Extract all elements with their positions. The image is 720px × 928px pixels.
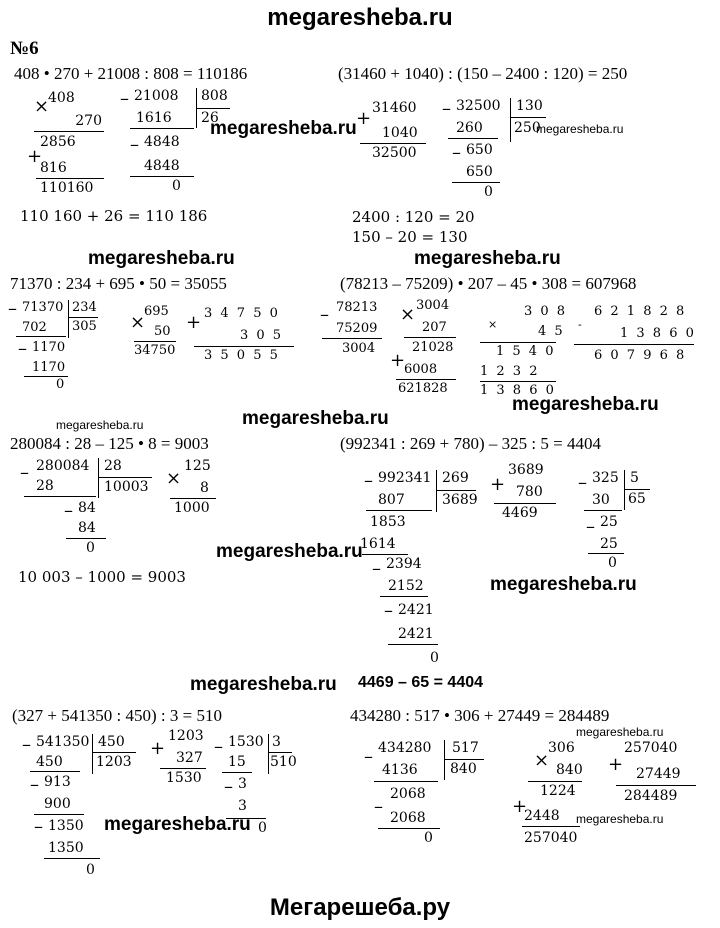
sum: 4469 [502,505,538,521]
factor-a: 3 0 8 [524,304,568,319]
step-1: 807 [378,492,405,508]
final-line: 4469 – 65 = 4404 [358,674,484,691]
divisor: 269 [442,470,469,486]
divisor: 517 [452,740,479,756]
equation: 280084 : 28 – 125 • 8 = 9003 [10,434,209,453]
product: 110160 [40,180,94,196]
multiply-sign: × [34,96,50,117]
addend-b: 27449 [636,766,681,782]
step-3: 84 [78,520,96,536]
difference: 3004 [342,341,376,356]
addend-b: 3 0 5 [240,328,284,343]
dividend: 541350 [36,734,90,750]
line-1: 2400 : 120 = 20 [352,208,475,226]
step-1: 15 [228,754,246,770]
partial-1: 1224 [540,783,576,799]
task-number: №6 [10,38,39,59]
addend-a: 3 4 7 5 0 [204,306,280,321]
remainder: 0 [56,377,65,392]
divisor: 450 [98,734,125,750]
sum: 284489 [624,788,678,804]
step-2: 3 [238,776,247,792]
step-1: 702 [22,320,47,335]
step-2: 2068 [390,786,426,802]
partial-2: 6008 [404,362,438,377]
remainder: 0 [430,650,439,666]
partial-1: 2856 [40,134,76,150]
difference: 6 0 7 9 6 8 [594,348,687,363]
divisor: 3 [272,734,281,750]
partial-2: 2448 [524,808,560,824]
step-1: 4136 [382,762,418,778]
watermark[interactable]: megaresheba.ru [512,394,659,415]
step-2: 84 [78,500,96,516]
divisor: 808 [201,88,228,104]
remainder: 0 [172,178,181,194]
step-3: 2068 [390,810,426,826]
plus-sign: + [27,146,43,167]
quotient: 510 [270,754,297,770]
watermark[interactable]: megaresheba.ru [536,122,624,136]
equation: (327 + 541350 : 450) : 3 = 510 [12,706,222,725]
dividend: 71370 [22,300,64,315]
factor-b: 207 [422,320,447,335]
factor-b: 840 [556,762,583,778]
product: 34750 [134,343,176,358]
remainder: 0 [86,540,95,556]
step-5: 2152 [388,578,424,594]
watermark[interactable]: megaresheba.ru [210,118,357,139]
partial-2: 816 [40,160,67,176]
step-4: 1350 [48,818,84,834]
step-1: 28 [36,478,54,494]
step-3: 650 [466,164,493,180]
divisor: 28 [104,458,122,474]
sum: 1530 [166,770,202,786]
watermark[interactable]: megaresheba.ru [576,812,664,826]
site-footer[interactable]: Мегарешеба.ру [269,894,451,921]
dividend: 280084 [36,458,90,474]
product: 1 3 8 6 0 [480,383,556,398]
product: 621828 [398,381,448,396]
factor-a: 408 [48,90,75,106]
quotient: 3689 [442,492,478,508]
minuend: 78213 [336,300,378,315]
remainder: 0 [86,862,95,878]
sum: 32500 [372,145,417,161]
remainder: 0 [424,830,433,846]
quotient: 1203 [96,754,132,770]
divisor: 130 [516,98,543,114]
quotient: 65 [628,491,646,507]
divisor: 234 [72,300,97,315]
quotient: 840 [450,761,477,777]
product: 1000 [174,500,210,516]
addend-a: 1203 [168,728,204,744]
product: 257040 [524,830,578,846]
watermark[interactable]: megaresheba.ru [414,248,561,269]
dividend: 1530 [228,734,264,750]
step-2: 25 [600,514,618,530]
quotient: 305 [72,319,97,334]
addend-b: 327 [176,750,203,766]
step-3: 25 [600,536,618,552]
partial-1: 21028 [412,340,454,355]
step-6: 2421 [398,602,434,618]
partial-1: 1 5 4 0 [496,344,556,359]
factor-b: 50 [154,324,171,339]
watermark[interactable]: megaresheba.ru [490,574,637,595]
addend-a: 3689 [508,462,544,478]
dividend: 21008 [134,88,179,104]
step-3: 1170 [32,360,66,375]
subtrahend: 75209 [336,321,378,336]
dividend: 992341 [378,470,432,486]
quotient: 26 [201,110,219,126]
quotient: 10003 [104,479,149,495]
watermark[interactable]: megaresheba.ru [104,814,251,835]
factor-b: 270 [75,113,102,129]
site-header[interactable]: megaresheba.ru [267,4,453,31]
step-1: 260 [456,120,483,136]
watermark[interactable]: megaresheba.ru [242,408,389,429]
step-1: 1616 [136,110,172,126]
final-line: 110 160 + 26 = 110 186 [20,207,208,225]
factor-b: 8 [200,480,209,496]
subtrahend: 1 3 8 6 0 [620,326,696,341]
watermark[interactable]: megaresheba.ru [576,725,664,739]
equation: (78213 – 75209) • 207 – 45 • 308 = 607968 [340,274,637,293]
step-2: 650 [466,142,493,158]
remainder: 0 [608,555,617,571]
final-line: 10 003 – 1000 = 9003 [18,568,186,586]
step-4: 2394 [386,556,422,572]
step-3: 1614 [360,536,396,552]
partial-2: 1 2 3 2 [480,364,540,379]
step-3: 900 [44,796,71,812]
minuend: 6 2 1 8 2 8 [594,304,687,319]
dividend: 325 [592,470,619,486]
equation: (31460 + 1040) : (150 – 2400 : 120) = 250 [338,64,628,83]
factor-b: 4 5 [538,324,565,339]
factor-a: 306 [548,740,575,756]
line-2: 150 – 20 = 130 [352,228,468,246]
addend-b: 780 [516,484,543,500]
step-5: 1350 [48,840,84,856]
addend-b: 1040 [382,125,418,141]
watermark[interactable]: megaresheba.ru [56,418,144,432]
equation: (992341 : 269 + 780) – 325 : 5 = 4404 [340,434,601,453]
equation: 434280 : 517 • 306 + 27449 = 284489 [350,706,610,725]
remainder: 0 [484,184,493,200]
divisor: 5 [630,470,639,486]
watermark[interactable]: megaresheba.ru [88,248,235,269]
addend-a: 31460 [372,100,417,116]
remainder: 0 [258,820,267,836]
step-7: 2421 [398,626,434,642]
step-2: 1170 [32,340,66,355]
dividend: 434280 [378,740,432,756]
quotient: 250 [514,120,541,136]
watermark[interactable]: megaresheba.ru [190,674,337,695]
factor-a: 125 [184,458,211,474]
step-3: 4848 [144,158,180,174]
watermark[interactable]: megaresheba.ru [216,541,363,562]
factor-a: 3004 [416,298,450,313]
equation: 408 • 270 + 21008 : 808 = 110186 [14,64,248,83]
step-2: 913 [44,774,71,790]
factor-a: 695 [144,304,169,319]
step-1: 450 [36,754,63,770]
step-3: 3 [238,798,247,814]
addend-a: 257040 [624,740,678,756]
step-1: 30 [592,492,610,508]
sum: 3 5 0 5 5 [204,348,280,363]
step-2: 1853 [370,514,406,530]
dividend: 32500 [456,98,501,114]
equation: 71370 : 234 + 695 • 50 = 35055 [10,274,227,293]
step-2: 4848 [144,134,180,150]
